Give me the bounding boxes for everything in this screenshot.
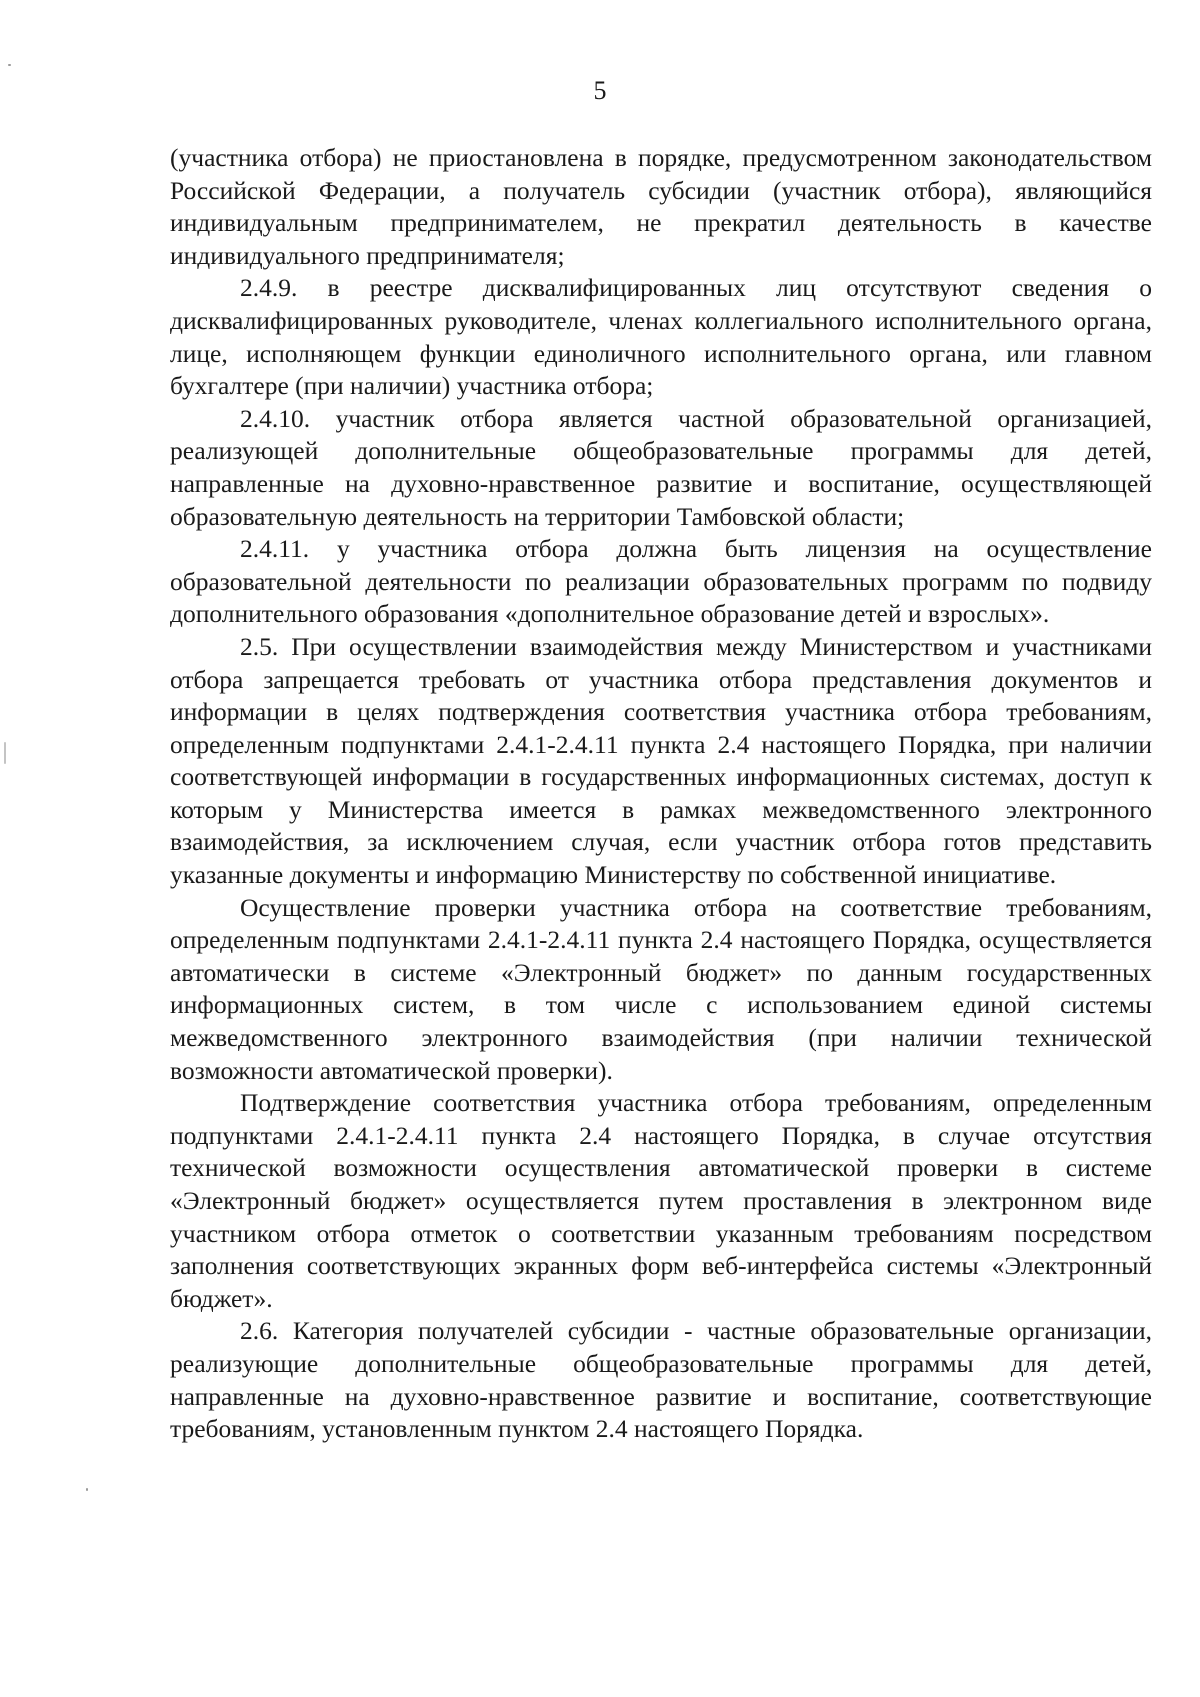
page-number: 5 xyxy=(593,76,607,105)
paragraph-item-2-4-11: 2.4.11. у участника отбора должна быть лицензия на осуществление образовательной деятельности по реализации образовательных программ по подвиду дополнительного образования «дополнительное образование детей и взрослых». xyxy=(170,534,1152,629)
paragraph-item-2-5: 2.5. При осуществлении взаимодействия между Министерством и участниками отбора запрещается требовать от участника отбора представления документов и информации в целях подтверждения соответствия участника отбора требованиям, определенным подпунктами 2.4.1-2.4.11 пункта 2.4 настоящего Порядка, при наличии соответствующей информации в государственных информационных системах, доступ к которым у Министерства имеется в рамках межведомственного электронного взаимодействия, за исключением случая, если участник отбора готов представить указанные документы и информацию Министерству по собственной инициативе. xyxy=(170,631,1152,890)
paragraph-item-2-4-10: 2.4.10. участник отбора является частной образовательной организацией, реализующей дополнительные общеобразовательные программы для детей, направленные на духовно-нравственное развитие и воспитание, осуществляющей образовательную деятельность на территории Тамбовской области; xyxy=(170,403,1152,531)
paragraph-item-2-6: 2.6. Категория получателей субсидии - частные образовательные организации, реализующие дополнительные общеобразовательные программы для детей, направленные на духовно-нравственное развитие и воспитание, соответствующие требованиям, установленным пунктом 2.4 настоящего Порядка. xyxy=(170,1316,1152,1444)
document-body xyxy=(170,142,1152,1446)
paragraph-item-2-4-9: 2.4.9. в реестре дисквалифицированных лиц отсутствуют сведения о дисквалифицированных руководителе, членах коллегиального исполнительного органа, лице, исполняющем функции единоличного исполнительного органа, или главном бухгалтере (при наличии) участника отбора; xyxy=(170,273,1152,401)
scan-artifact xyxy=(8,64,11,66)
scan-artifact xyxy=(86,1488,88,1491)
paragraph-verification-manual: Подтверждение соответствия участника отбора требованиям, определенным подпунктами 2.4.1-2.4.11 пункта 2.4 настоящего Порядка, в случае отсутствия технической возможности осуществления автоматической проверки в системе «Электронный бюджет» осуществляется путем проставления в электронном виде участником отбора отметок о соответствии указанным требованиям посредством заполнения соответствующих экранных форм веб-интерфейса системы «Электронный бюджет». xyxy=(170,1088,1152,1313)
scan-artifact xyxy=(4,742,6,764)
paragraph-verification-auto: Осуществление проверки участника отбора на соответствие требованиям, определенным подпунктами 2.4.1-2.4.11 пункта 2.4 настоящего Порядка, осуществляется автоматически в системе «Электронный бюджет» по данным государственных информационных систем, в том числе с использованием единой системы межведомственного электронного взаимодействия (при наличии технической возможности автоматической проверки). xyxy=(170,892,1152,1085)
paragraph-continuation: (участника отбора) не приостановлена в порядке, предусмотренном законодательством Российской Федерации, а получатель субсидии (участник отбора), являющийся индивидуальным предпринимателем, не прекратил деятельность в качестве индивидуального предпринимателя; xyxy=(170,143,1152,270)
